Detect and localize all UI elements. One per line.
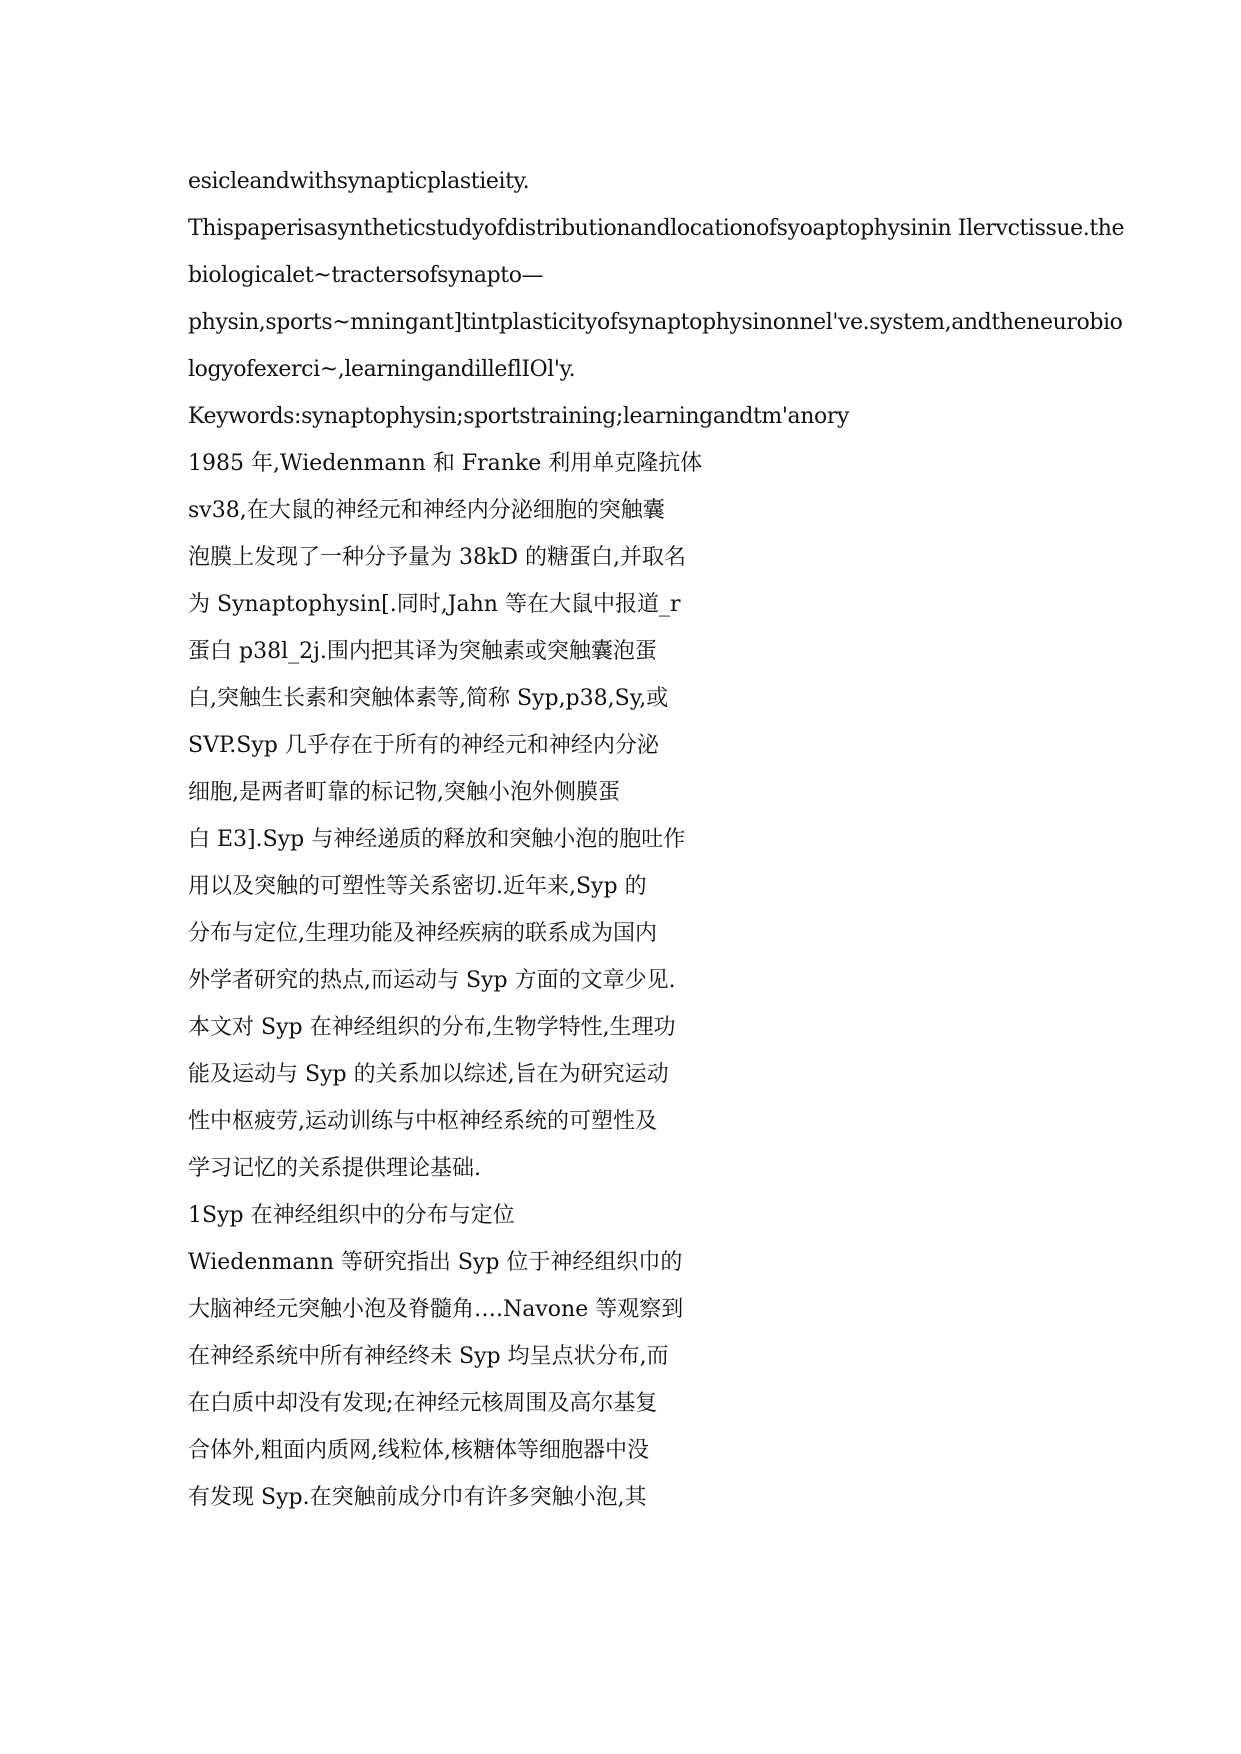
text-line: 有发现 Syp.在突触前成分巾有许多突触小泡,其 xyxy=(188,1485,647,1510)
document-body xyxy=(188,158,1125,1521)
text-line: 白,突触生长素和突触体素等,简称 Syp,p38,Sy,或 xyxy=(188,686,669,711)
text-line: 白 E3].Syp 与神经递质的释放和突触小泡的胞吐作 xyxy=(188,827,686,852)
text-line: physin,sports~mningant]tintplasticityofsynaptophysinonnel've.system,andtheneurobio xyxy=(188,310,1123,335)
text-line: 分布与定位,生理功能及神经疾病的联系成为国内 xyxy=(188,921,657,946)
text-line: 泡膜上发现了一种分予量为 38kD 的糖蛋白,并取名 xyxy=(188,545,686,570)
text-line: logyofexerci~,learningandilleflIOl'y. xyxy=(188,357,576,382)
text-line: sv38,在大鼠的神经元和神经内分泌细胞的突触囊 xyxy=(188,498,665,523)
text-line: 在神经系统中所有神经终未 Syp 均呈点状分布,而 xyxy=(188,1344,669,1369)
text-line: 在白质中却没有发现;在神经元核周围及高尔基复 xyxy=(188,1391,658,1416)
text-line: 合体外,粗面内质网,线粒体,核糖体等细胞器中没 xyxy=(188,1438,649,1463)
text-line: 大脑神经元突触小泡及脊髓角….Navone 等观察到 xyxy=(188,1297,684,1322)
section-heading: 1Syp 在神经组织中的分布与定位 xyxy=(188,1203,515,1228)
text-line: 为 Synaptophysin[.同时,Jahn 等在大鼠中报道_r xyxy=(188,592,681,617)
text-line: 外学者研究的热点,而运动与 Syp 方面的文章少见. xyxy=(188,968,676,993)
text-line: 蛋白 p38l_2j.围内把其译为突触素或突触囊泡蛋 xyxy=(188,639,657,664)
text-line: 学习记忆的关系提供理论基础. xyxy=(188,1156,481,1181)
text-line: 本文对 Syp 在神经组织的分布,生物学特性,生理功 xyxy=(188,1015,676,1040)
text-line: biologicalet~tractersofsynapto— xyxy=(188,263,544,288)
text-line: 用以及突触的可塑性等关系密切.近年来,Syp 的 xyxy=(188,874,647,899)
text-line: Thispaperisasyntheticstudyofdistributionandlocationofsyoaptophysinin Ilervctissue.the xyxy=(188,216,1125,241)
text-line: 能及运动与 Syp 的关系加以综述,旨在为研究运动 xyxy=(188,1062,669,1087)
text-line: 1985 年,Wiedenmann 和 Franke 利用单克隆抗体 xyxy=(188,451,703,476)
text-line: 细胞,是两者町靠的标记物,突触小泡外侧膜蛋 xyxy=(188,780,620,805)
text-line: 性中枢疲劳,运动训练与中枢神经系统的可塑性及 xyxy=(188,1109,657,1134)
text-line: SVP.Syp 几乎存在于所有的神经元和神经内分泌 xyxy=(188,733,659,758)
keywords-line: Keywords:synaptophysin;sportstraining;learningandtm'anory xyxy=(188,404,850,429)
text-line: esicleandwithsynapticplastieity. xyxy=(188,169,530,194)
text-line: Wiedenmann 等研究指出 Syp 位于神经组织巾的 xyxy=(188,1250,683,1275)
